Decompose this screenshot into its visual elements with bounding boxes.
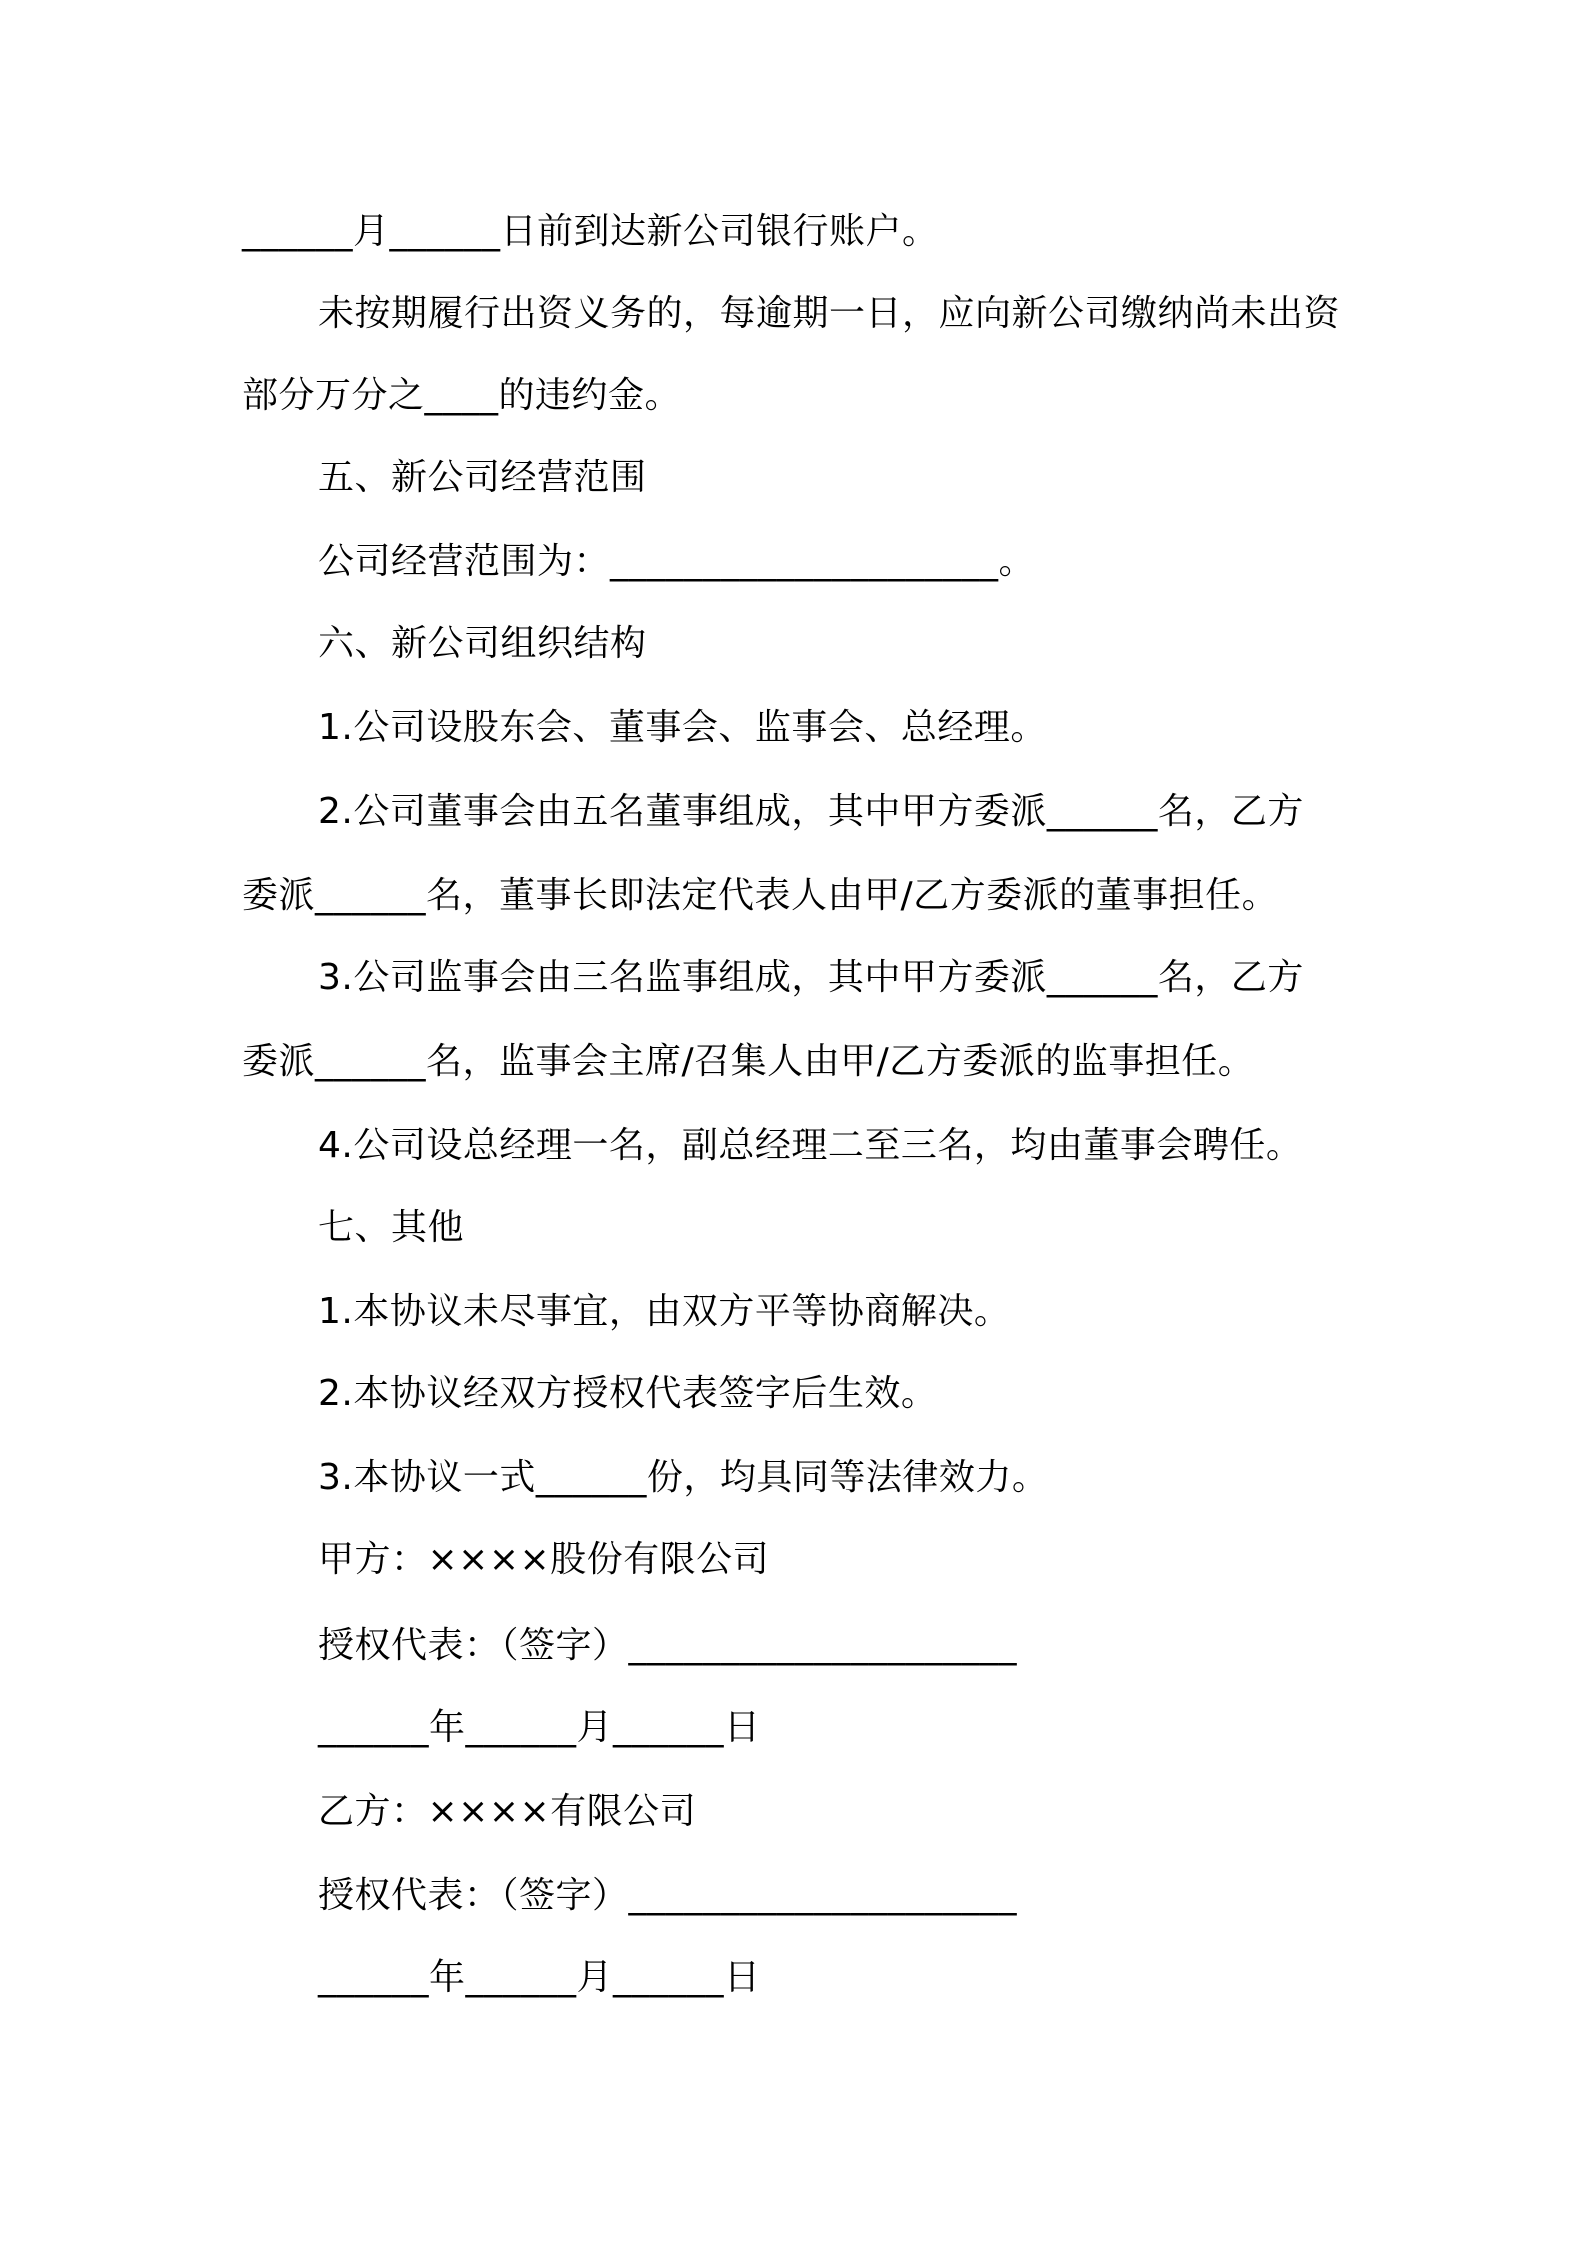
text-line: 1.公司设股东会、董事会、监事会、总经理。 [318,707,1047,748]
party-b-name: 乙方：××××有限公司 [318,1791,697,1832]
party-a-date-line: ______年______月______日 [318,1707,761,1748]
party-b-date-line: ______年______月______日 [318,1957,761,1998]
text-line: 1.本协议未尽事宜，由双方平等协商解决。 [318,1291,1011,1332]
text-line: 2.本协议经双方授权代表签字后生效。 [318,1373,938,1414]
party-b-signature-line: 授权代表：（签字）_____________________ [318,1875,1018,1916]
text-line: 2.公司董事会由五名董事组成，其中甲方委派______名，乙方 [318,791,1304,832]
text-line: 公司经营范围为：_____________________。 [318,541,1036,582]
section-heading: 五、新公司经营范围 [318,457,647,498]
text-line: 委派______名，董事长即法定代表人由甲/乙方委派的董事担任。 [242,875,1279,916]
text-line: 4.公司设总经理一名，副总经理二至三名，均由董事会聘任。 [318,1125,1303,1166]
party-a-signature-line: 授权代表：（签字）_____________________ [318,1625,1018,1666]
text-line: ______月______日前到达新公司银行账户。 [242,211,939,252]
party-a-name: 甲方：××××股份有限公司 [318,1539,770,1580]
section-heading: 六、新公司组织结构 [318,623,647,664]
text-line: 未按期履行出资义务的，每逾期一日，应向新公司缴纳尚未出资 [318,293,1341,334]
text-line: 部分万分之____的违约金。 [242,375,682,416]
text-line: 3.本协议一式______份，均具同等法律效力。 [318,1457,1049,1498]
text-line: 3.公司监事会由三名监事组成，其中甲方委派______名，乙方 [318,957,1304,998]
section-heading: 七、其他 [318,1207,465,1248]
text-line: 委派______名，监事会主席/召集人由甲/乙方委派的监事担任。 [242,1041,1255,1082]
